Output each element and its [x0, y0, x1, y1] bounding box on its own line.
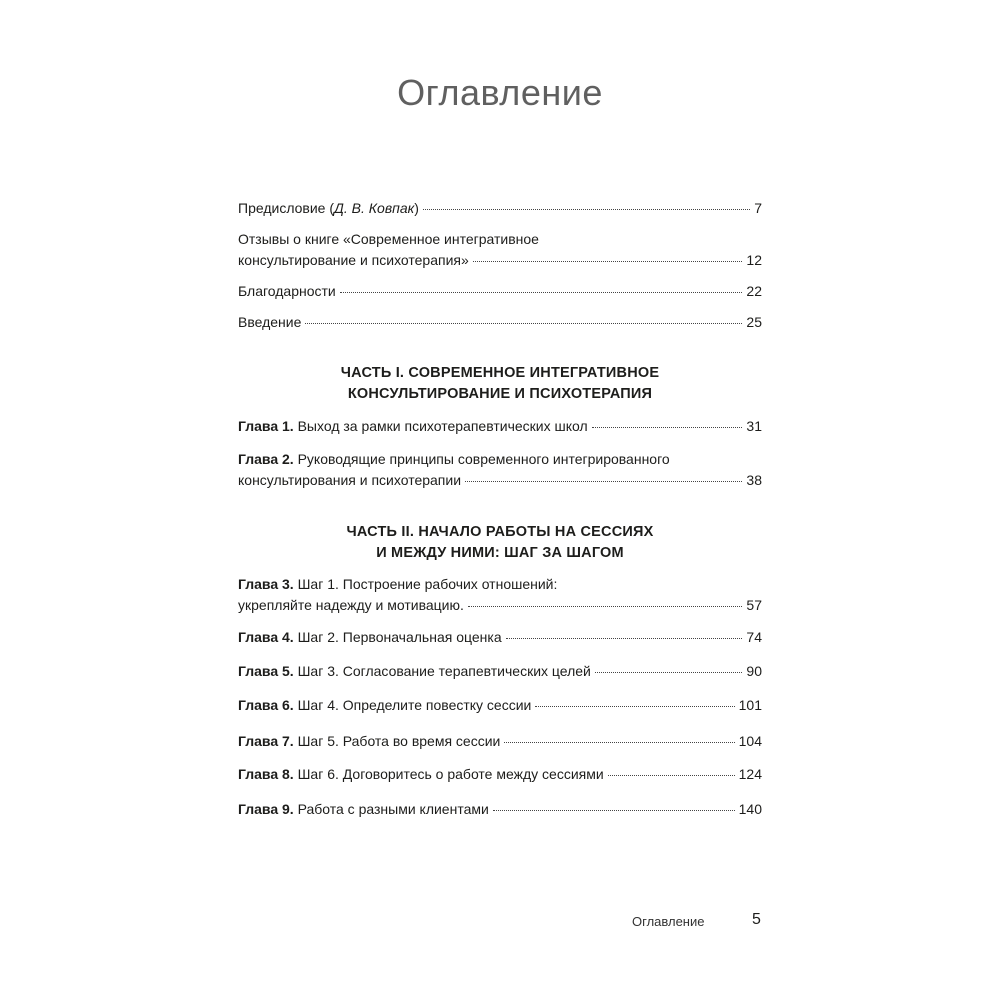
toc-entry-acknowledgements[interactable]	[238, 281, 762, 302]
running-footer: Оглавление	[632, 914, 705, 929]
page-number: 57	[746, 597, 762, 613]
page-number: 90	[746, 663, 762, 679]
toc-entry-text: консультирования и психотерапии	[238, 472, 462, 488]
toc-entry-text: Предисловие (Д. В. Ковпак)	[238, 200, 419, 216]
toc-entry-chapter-5[interactable]	[238, 661, 762, 682]
chapter-label: Глава 1.	[238, 418, 294, 434]
page-number: 101	[738, 697, 762, 713]
page-number: 124	[738, 766, 762, 782]
page-number: 12	[746, 252, 762, 268]
page-number: 38	[746, 472, 762, 488]
page-number: 31	[746, 418, 762, 434]
toc-entry-chapter-8[interactable]	[238, 764, 762, 785]
chapter-label: Глава 9.	[238, 801, 294, 817]
toc-entry-chapter-2[interactable]	[238, 449, 762, 491]
page-title: Оглавление	[397, 72, 603, 113]
toc-entry-text: Глава 1. Выход за рамки психотерапевтических школ	[238, 418, 588, 434]
dot-leader	[468, 606, 743, 607]
toc-entry-chapter-6[interactable]	[238, 695, 762, 716]
toc-entry-text: укрепляйте надежду и мотивацию.	[238, 597, 464, 613]
chapter-label: Глава 6.	[238, 697, 294, 713]
toc-entry-text: Глава 4. Шаг 2. Первоначальная оценка	[238, 629, 502, 645]
dot-leader	[535, 706, 734, 707]
toc-entry-chapter-3[interactable]	[238, 574, 762, 616]
page-number: 74	[746, 629, 762, 645]
chapter-label: Глава 8.	[238, 766, 294, 782]
chapter-label: Глава 2.	[238, 451, 294, 467]
dot-leader	[423, 209, 750, 210]
toc-entry-text: Глава 5. Шаг 3. Согласование терапевтических целей	[238, 663, 591, 679]
chapter-label: Глава 3.	[238, 576, 294, 592]
toc-entry-text-line1: Глава 3. Шаг 1. Построение рабочих отношений:	[238, 576, 558, 592]
toc-entry-chapter-1[interactable]	[238, 416, 762, 437]
page-number: 140	[738, 801, 762, 817]
toc-entry-reviews[interactable]	[238, 229, 762, 271]
folio-page-number: 5	[752, 911, 761, 928]
dot-leader	[305, 323, 742, 324]
chapter-label: Глава 4.	[238, 629, 294, 645]
part-heading-line2: КОНСУЛЬТИРОВАНИЕ И ПСИХОТЕРАПИЯ	[347, 386, 653, 402]
part-heading	[238, 363, 762, 405]
toc-entry-chapter-4[interactable]	[238, 627, 762, 648]
page-number: 7	[754, 200, 762, 216]
toc-entry-text-line1: Отзывы о книге «Современное интегративное	[238, 231, 539, 247]
dot-leader	[465, 481, 742, 482]
toc-entry-chapter-9[interactable]	[238, 799, 762, 820]
toc-entry-preface[interactable]	[238, 198, 762, 219]
page-number: 25	[746, 314, 762, 330]
page-number: 104	[738, 733, 762, 749]
dot-leader	[504, 742, 734, 743]
toc-entry-text: Глава 7. Шаг 5. Работа во время сессии	[238, 733, 501, 749]
dot-leader	[592, 427, 743, 428]
part-heading-line1: ЧАСТЬ II. НАЧАЛО РАБОТЫ НА СЕССИЯХ	[346, 524, 654, 540]
dot-leader	[340, 292, 743, 293]
part-heading-line2: И МЕЖДУ НИМИ: ШАГ ЗА ШАГОМ	[376, 545, 624, 561]
dot-leader	[506, 638, 743, 639]
chapter-label: Глава 5.	[238, 663, 294, 679]
part-heading	[238, 522, 762, 564]
page-number: 22	[746, 283, 762, 299]
dot-leader	[493, 810, 735, 811]
chapter-label: Глава 7.	[238, 733, 294, 749]
toc-entry-text-line1: Глава 2. Руководящие принципы современного интегрированного	[238, 451, 670, 467]
toc-entry-introduction[interactable]	[238, 312, 762, 333]
toc-entry-text: Благодарности	[238, 283, 336, 299]
toc-entry-text: консультирование и психотерапия»	[238, 252, 469, 268]
toc-entry-text: Глава 8. Шаг 6. Договоритесь о работе между сессиями	[238, 766, 604, 782]
dot-leader	[608, 775, 735, 776]
dot-leader	[595, 672, 743, 673]
toc-entry-chapter-7[interactable]	[238, 731, 762, 752]
toc-entry-text: Глава 9. Работа с разными клиентами	[238, 801, 489, 817]
toc-entry-text: Глава 6. Шаг 4. Определите повестку сессии	[238, 697, 532, 713]
dot-leader	[473, 261, 743, 262]
toc-entry-text: Введение	[238, 314, 302, 330]
part-heading-line1: ЧАСТЬ I. СОВРЕМЕННОЕ ИНТЕГРАТИВНОЕ	[340, 365, 660, 381]
